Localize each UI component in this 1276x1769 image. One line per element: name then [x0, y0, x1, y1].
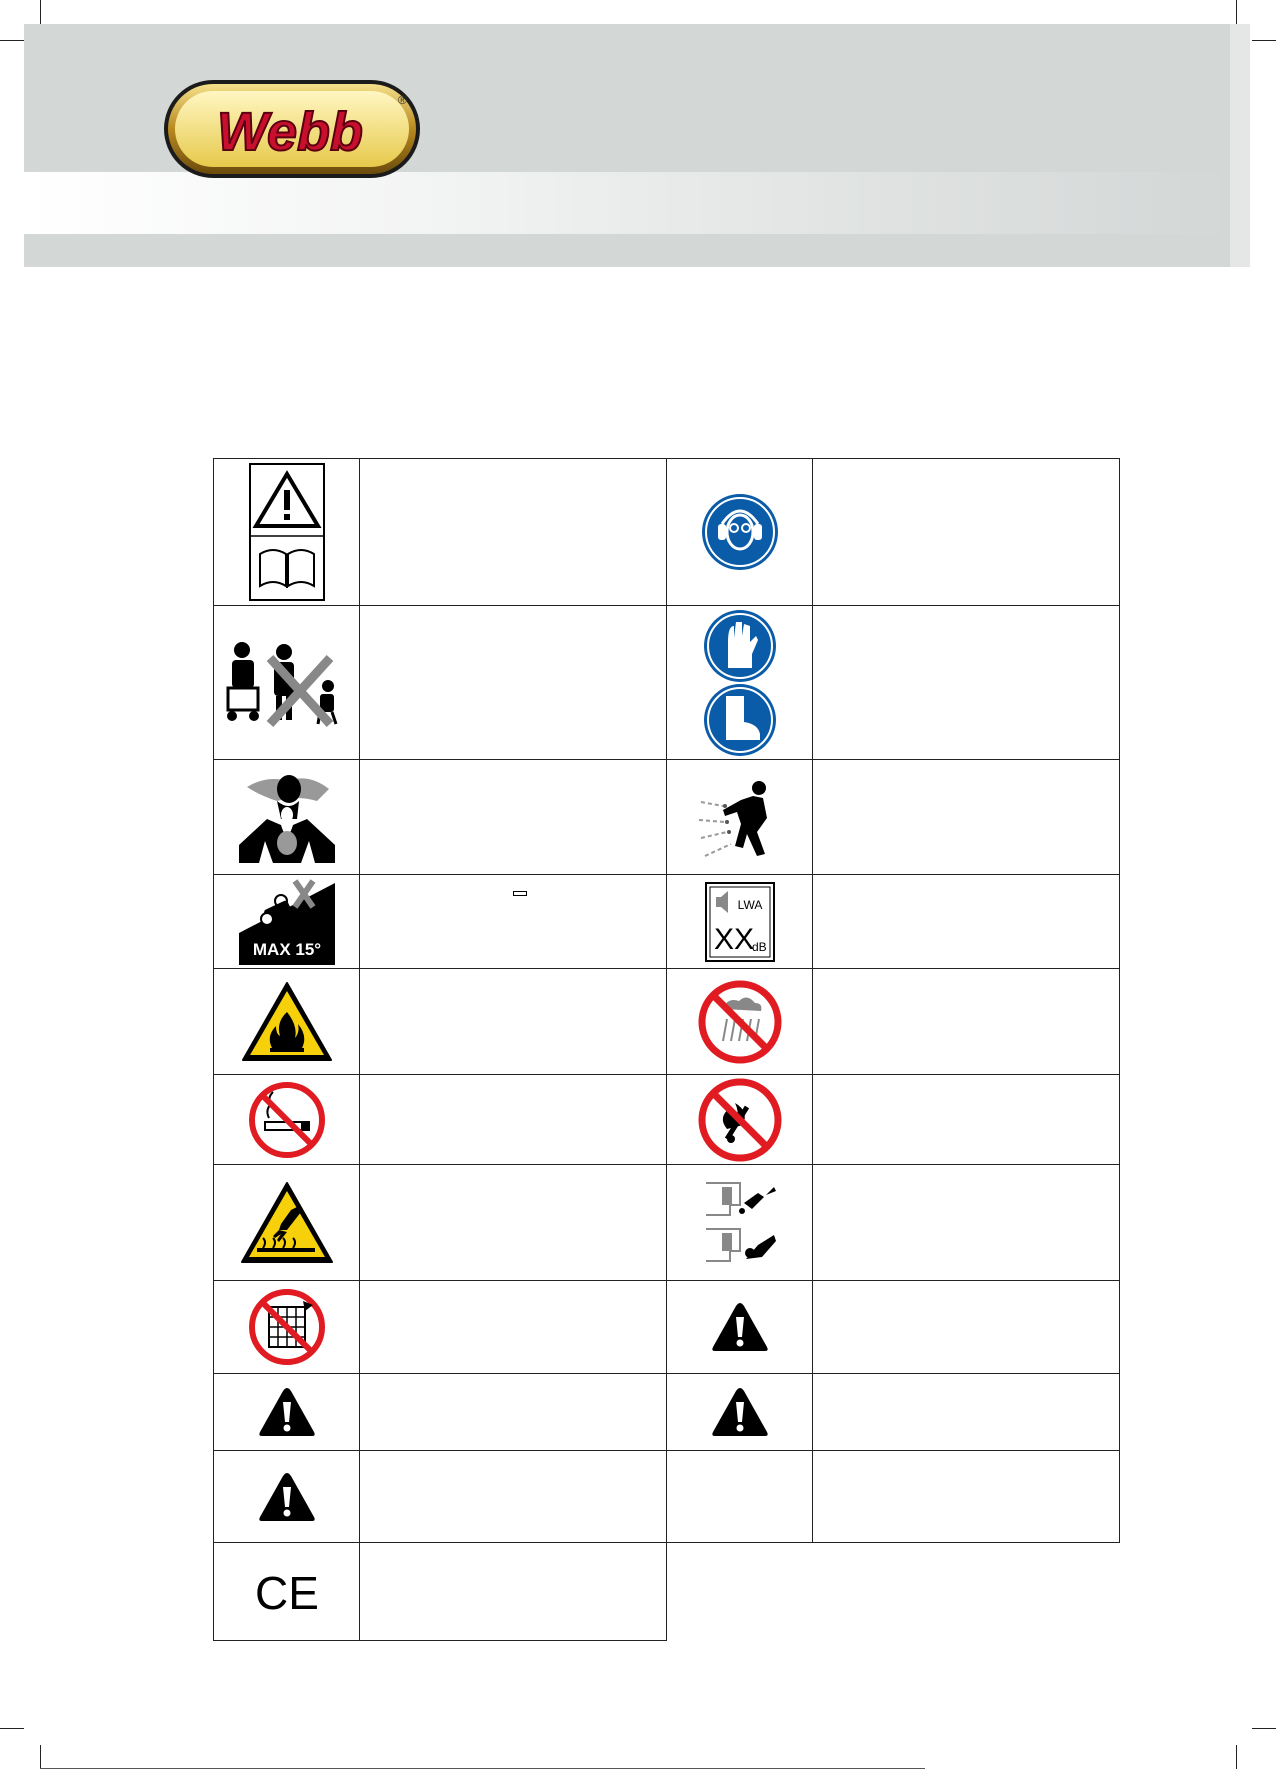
table-row [214, 1281, 1120, 1374]
symbol-description [813, 606, 1120, 760]
symbol-cell [667, 760, 813, 875]
symbol-description [360, 1374, 667, 1451]
symbol-cell [214, 1451, 360, 1543]
symbol-cell [214, 969, 360, 1075]
symbol-description [360, 1075, 667, 1165]
flammable-icon [240, 980, 334, 1064]
symbol-cell [667, 606, 813, 760]
symbol-description [360, 1165, 667, 1281]
symbol-cell [667, 459, 813, 606]
symbol-description [813, 875, 1120, 969]
symbol-cell [214, 875, 360, 969]
table-row [214, 1075, 1120, 1165]
symbol-cell [667, 875, 813, 969]
symbol-description [360, 969, 667, 1075]
symbol-description [360, 606, 667, 760]
table-row [214, 1165, 1120, 1281]
warning-icon [711, 1301, 769, 1353]
symbol-cell [214, 1075, 360, 1165]
table-row [214, 1451, 1120, 1543]
symbol-cell [214, 1543, 360, 1641]
symbol-cell [667, 1281, 813, 1374]
warning-icon [258, 1471, 316, 1523]
blade-cutting-icon [700, 1175, 780, 1271]
symbol-cell [214, 459, 360, 606]
ce-label: CE [254, 1566, 319, 1617]
table-row [214, 606, 1120, 760]
symbol-cell [214, 1165, 360, 1281]
symbol-cell [214, 1374, 360, 1451]
registered-mark: ® [398, 93, 407, 107]
symbol-description [360, 459, 667, 606]
page-header [24, 24, 1250, 267]
symbol-cell [667, 1374, 813, 1451]
symbol-description [360, 875, 667, 969]
ce-mark-icon [252, 1567, 322, 1617]
symbol-description [813, 1075, 1120, 1165]
webb-logo [162, 74, 422, 184]
crop-mark [1236, 0, 1237, 24]
toxic-fumes-icon [237, 767, 337, 867]
symbol-cell [214, 1281, 360, 1374]
symbol-description [360, 1543, 667, 1641]
no-smoking-icon [247, 1080, 327, 1160]
noise-unit: dB [751, 939, 767, 954]
crop-mark [1252, 1728, 1276, 1729]
symbol-description [813, 459, 1120, 606]
lwa-label: LWA [737, 897, 762, 912]
symbol-description [813, 1451, 1120, 1543]
crop-mark [0, 40, 24, 41]
empty-cell [667, 1543, 1120, 1641]
symbol-description [813, 1165, 1120, 1281]
no-rain-icon [697, 979, 783, 1065]
symbol-description [813, 969, 1120, 1075]
no-open-flame-icon [697, 1077, 783, 1163]
symbol-cell [214, 760, 360, 875]
symbol-description [360, 1281, 667, 1374]
flying-objects-icon [695, 772, 785, 862]
header-edge [1230, 24, 1250, 267]
symbol-cell-empty [667, 1451, 813, 1543]
warning-icon [258, 1386, 316, 1438]
hot-surface-icon [239, 1180, 335, 1266]
crop-mark [1236, 1745, 1237, 1769]
warning-icon [711, 1386, 769, 1438]
symbol-description [813, 1374, 1120, 1451]
gloves-boots-icon [700, 608, 780, 758]
table-row [214, 1543, 1120, 1641]
table-row [214, 459, 1120, 606]
table-row [214, 875, 1120, 969]
crop-mark [0, 1728, 24, 1729]
crop-mark [1252, 40, 1276, 41]
symbol-cell [667, 969, 813, 1075]
max-slope-icon [237, 879, 337, 965]
table-row [214, 1374, 1120, 1451]
no-grass-guard-removal-icon [247, 1287, 327, 1367]
crop-mark [40, 1745, 41, 1769]
noise-value: XX [713, 922, 754, 956]
symbol-cell [667, 1165, 813, 1281]
ear-eye-protection-icon [700, 492, 780, 572]
symbol-description [813, 1281, 1120, 1374]
logo-text: Webb [217, 102, 363, 162]
symbol-description [360, 1451, 667, 1543]
noise-level-icon [704, 881, 776, 963]
dash-mark [513, 891, 527, 896]
caution-read-manual-icon [248, 462, 326, 602]
symbol-cell [667, 1075, 813, 1165]
symbol-description [813, 760, 1120, 875]
safety-symbols-table [213, 458, 1120, 1641]
keep-bystanders-away-icon [222, 638, 352, 728]
symbol-cell [214, 606, 360, 760]
table-row [214, 760, 1120, 875]
symbol-description [360, 760, 667, 875]
slope-label: MAX 15° [252, 939, 321, 959]
table-row [214, 969, 1120, 1075]
crop-mark [40, 0, 41, 24]
